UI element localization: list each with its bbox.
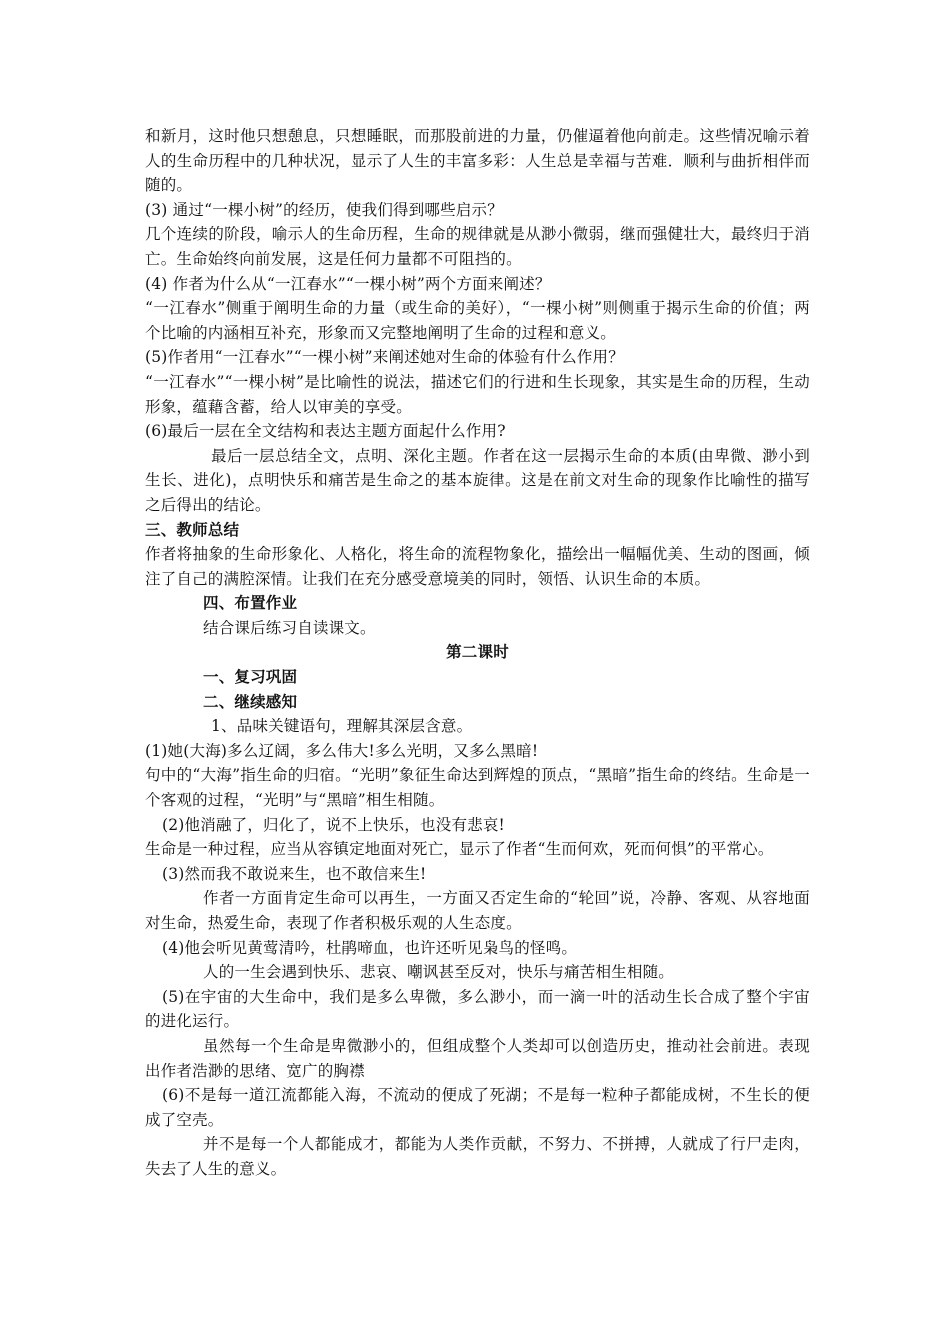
paragraph: 作者将抽象的生命形象化、人格化，将生命的流程物象化，描绘出一幅幅优美、生动的图画，倾注了自己的满腔深情。让我们在充分感受意境美的同时，领悟、认识生命的本质。: [145, 545, 810, 588]
paragraph: 作者一方面肯定生命可以再生，一方面又否定生命的“轮回”说，冷静、客观、从容地面对生命，热爱生命，表现了作者积极乐观的人生态度。: [145, 889, 810, 932]
quote: (3)然而我不敢说来生，也不敢信来生!: [162, 864, 427, 883]
paragraph: 几个连续的阶段，喻示人的生命历程，生命的规律就是从渺小微弱，继而强健壮大，最终归于消亡。生命始终向前发展，这是任何力量都不可阻挡的。: [145, 225, 810, 268]
question: (4) 作者为什么从“一江春水”“一棵小树”两个方面来阐述？: [145, 274, 551, 293]
quote: (2)他消融了，归化了，说不上快乐，也没有悲哀!: [162, 815, 505, 834]
lesson-title: 第二课时: [446, 642, 509, 662]
paragraph: 句中的“大海”指生命的归宿。“光明”象征生命达到辉煌的顶点，“黑暗”指生命的终结。生命是一个客观的过程，“光明”与“黑暗”相生相随。: [145, 766, 810, 810]
paragraph: 和新月，这时他只想憩息，只想睡眠，而那股前进的力量，仍催逼着他向前走。这些情况喻示着人的生命历程中的几种状况，显示了人生的丰富多彩：人生总是幸福与苦难．顺利与曲折相伴而随的。: [145, 127, 810, 195]
question: (6)最后一层在全文结构和表达主题方面起什么作用?: [145, 422, 506, 441]
paragraph: “一江春水”侧重于阐明生命的力量（或生命的美好），“一棵小树”则侧重于揭示生命的价值；两个比喻的内涵相互补充，形象而又完整地阐明了生命的过程和意义。: [145, 299, 810, 342]
paragraph: “一江春水”“一棵小树”是比喻性的说法，描述它们的行进和生长现象，其实是生命的历程，生动形象，蕴藉含蓄，给人以审美的享受。: [145, 372, 810, 416]
paragraph: 人的一生会遇到快乐、悲哀、嘲讽甚至反对，快乐与痛苦相生相随。: [203, 963, 675, 982]
paragraph: 结合课后练习自读课文。: [203, 618, 376, 637]
section-heading: 四、布置作业: [203, 593, 298, 613]
quote: (6)不是每一道江流都能入海，不流动的便成了死湖；不是每一粒种子都能成树，不生长的便成了空壳。: [145, 1086, 810, 1129]
question: (5)作者用“一江春水”“一棵小树”来阐述她对生命的体验有什么作用？: [145, 348, 624, 367]
paragraph: 虽然每一个生命是卑微渺小的，但组成整个人类却可以创造历史，推动社会前进。表现出作者浩渺的思绪、宽广的胸襟: [145, 1036, 810, 1080]
section-heading: 一、复习巩固: [203, 667, 298, 687]
quote: (5)在宇宙的大生命中，我们是多么卑微，多么渺小，而一滴一叶的活动生长合成了整个宇宙的进化运行。: [145, 987, 810, 1031]
paragraph: 生命是一种过程，应当从容镇定地面对死亡，显示了作者“生而何欢，死而何惧”的平常心。: [145, 840, 774, 859]
quote: (1)她(大海)多么辽阔，多么伟大!多么光明，又多么黑暗!: [145, 741, 539, 760]
section-heading: 二、继续感知: [203, 691, 298, 711]
section-heading: 三、教师总结: [145, 519, 240, 539]
question: (3) 通过“一棵小树”的经历，使我们得到哪些启示？: [145, 200, 503, 219]
document-body: [145, 124, 810, 1182]
quote: (4)他会听见黄莺清吟，杜鹃啼血，也许还听见枭鸟的怪鸣。: [162, 938, 578, 957]
paragraph: 最后一层总结全文，点明、深化主题。作者在这一层揭示生命的本质(由卑微、渺小到生长、进化)，点明快乐和痛苦是生命之的基本旋律。这是在前文对生命的现象作比喻性的描写之后得出的结论。: [145, 446, 810, 514]
paragraph: 并不是每一个人都能成才，都能为人类作贡献，不努力、不拼搏，人就成了行尸走肉，失去了人生的意义。: [145, 1135, 810, 1178]
paragraph: 1、品味关键语句，理解其深层含意。: [211, 717, 473, 736]
